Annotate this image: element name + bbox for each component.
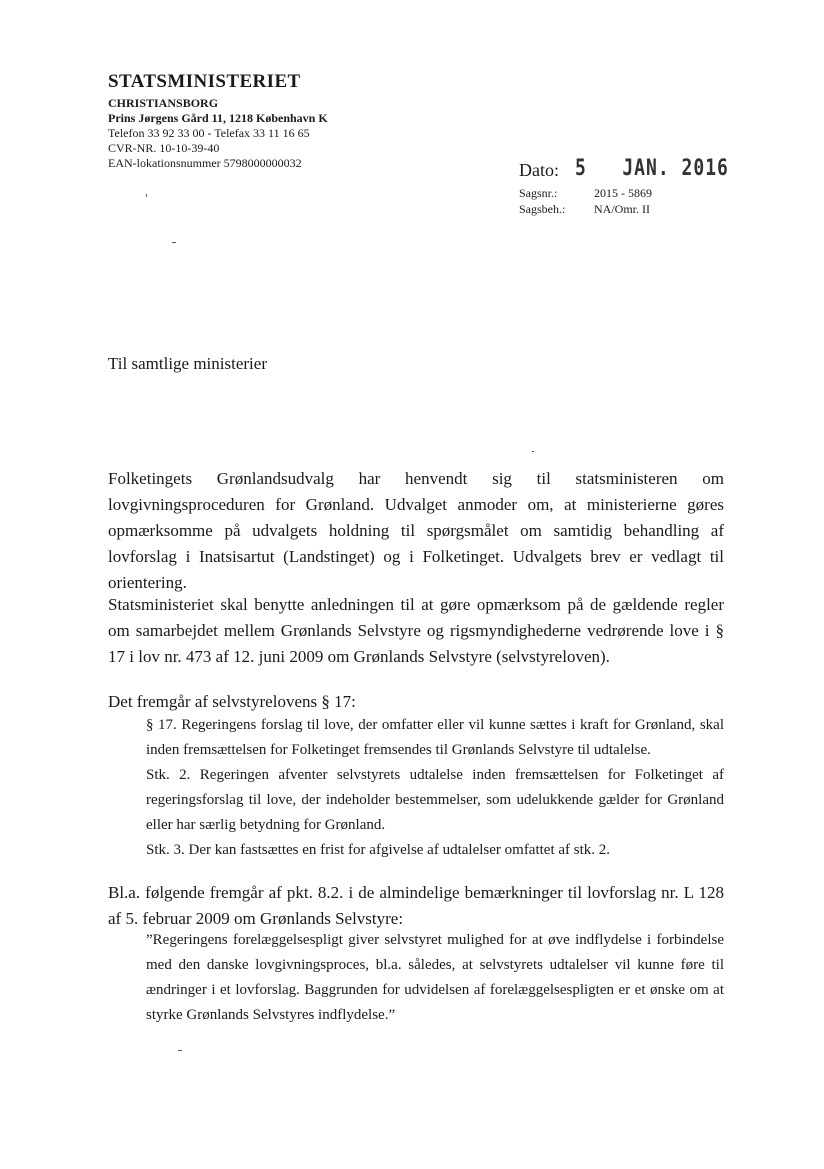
case-handler-row — [519, 201, 729, 217]
date-label: Dato: — [519, 160, 559, 180]
remarks-quote — [146, 928, 724, 1028]
organization-name: STATSMINISTERIET — [108, 71, 301, 92]
law-section-17: § 17. Regeringens forslag til love, der omfatter eller vil kunne sættes i kraft for Grønland, skal inden fremsættelsen for Folketinget fremsendes til Grønlands Selvstyre til udtalelse. — [146, 717, 724, 758]
document-meta — [519, 154, 729, 217]
law-subsection-2: Stk. 2. Regeringen afventer selvstyrets udtalelse inden fremsættelsen for Folketinget af regeringsforslag til love, der indeholder bestemmelser, som udelukkende gælder for Grønland eller har særlig betydning for Grønland. — [146, 767, 724, 833]
date-stamp: 5 JAN. 2016 — [575, 154, 729, 181]
scan-speck — [178, 1050, 182, 1051]
date-row — [519, 154, 729, 181]
cvr-number: CVR-NR. 10-10-39-40 — [108, 140, 220, 155]
case-number-value: 2015 - 5869 — [594, 186, 652, 200]
paragraph-1: Folketingets Grønlandsudvalg har henvendt sig til statsministeren om lovgivningsproceduren for Grønland. Udvalget anmoder om, at ministerierne gøres opmærksomme på udvalgets holdning til spørgsmålet om samtidig behandling af lovforslag i Inatsisartut (Landstinget) og i Folketinget. Udvalgets brev er vedlagt til orientering. — [108, 469, 724, 592]
scan-speck — [532, 451, 534, 452]
case-number-label: Sagsnr.: — [519, 186, 558, 200]
scan-speck — [146, 194, 147, 197]
phone-fax: Telefon 33 92 33 00 - Telefax 33 11 16 65 — [108, 125, 310, 140]
ean-number: EAN-lokationsnummer 5798000000032 — [108, 155, 302, 170]
law-subsection-3: Stk. 3. Der kan fastsættes en frist for afgivelse af udtalelser omfattet af stk. 2. — [146, 842, 611, 858]
building-name: CHRISTIANSBORG — [108, 95, 219, 110]
paragraph-4: Bl.a. følgende fremgår af pkt. 8.2. i de almindelige bemærkninger til lovforslag nr. L 128 af 5. februar 2009 om Grønlands Selvstyre: — [108, 883, 724, 928]
recipient-line: Til samtlige ministerier — [108, 354, 267, 373]
scan-speck — [172, 242, 176, 243]
case-handler-label: Sagsbeh.: — [519, 202, 566, 217]
case-handler-value: NA/Omr. II — [594, 202, 650, 217]
address: Prins Jørgens Gård 11, 1218 København K — [108, 110, 328, 125]
paragraph-3: Det fremgår af selvstyrelovens § 17: — [108, 692, 356, 711]
case-number-row — [519, 185, 729, 201]
remarks-quote-text: ”Regeringens forelæggelsespligt giver selvstyret mulighed for at øve indflydelse i forbindelse med den danske lovgivningsproces, bl.a. således, at selvstyrets udtalelser vil kunne føre til ændringer i et lovforslag. Baggrunden for udvidelsen af forelæggelsespligten er et ønske om at styrke Grønlands Selvstyres indflydelse.” — [146, 932, 724, 1023]
paragraph-2: Statsministeriet skal benytte anledningen til at gøre opmærksom på de gældende regler om samarbejdet mellem Grønlands Selvstyre og rigsmyndighederne vedrørende love i § 17 i lov nr. 473 af 12. juni 2009 om Grønlands Selvstyre (selvstyreloven). — [108, 595, 724, 666]
letterhead — [108, 70, 328, 171]
law-quote — [146, 713, 724, 863]
